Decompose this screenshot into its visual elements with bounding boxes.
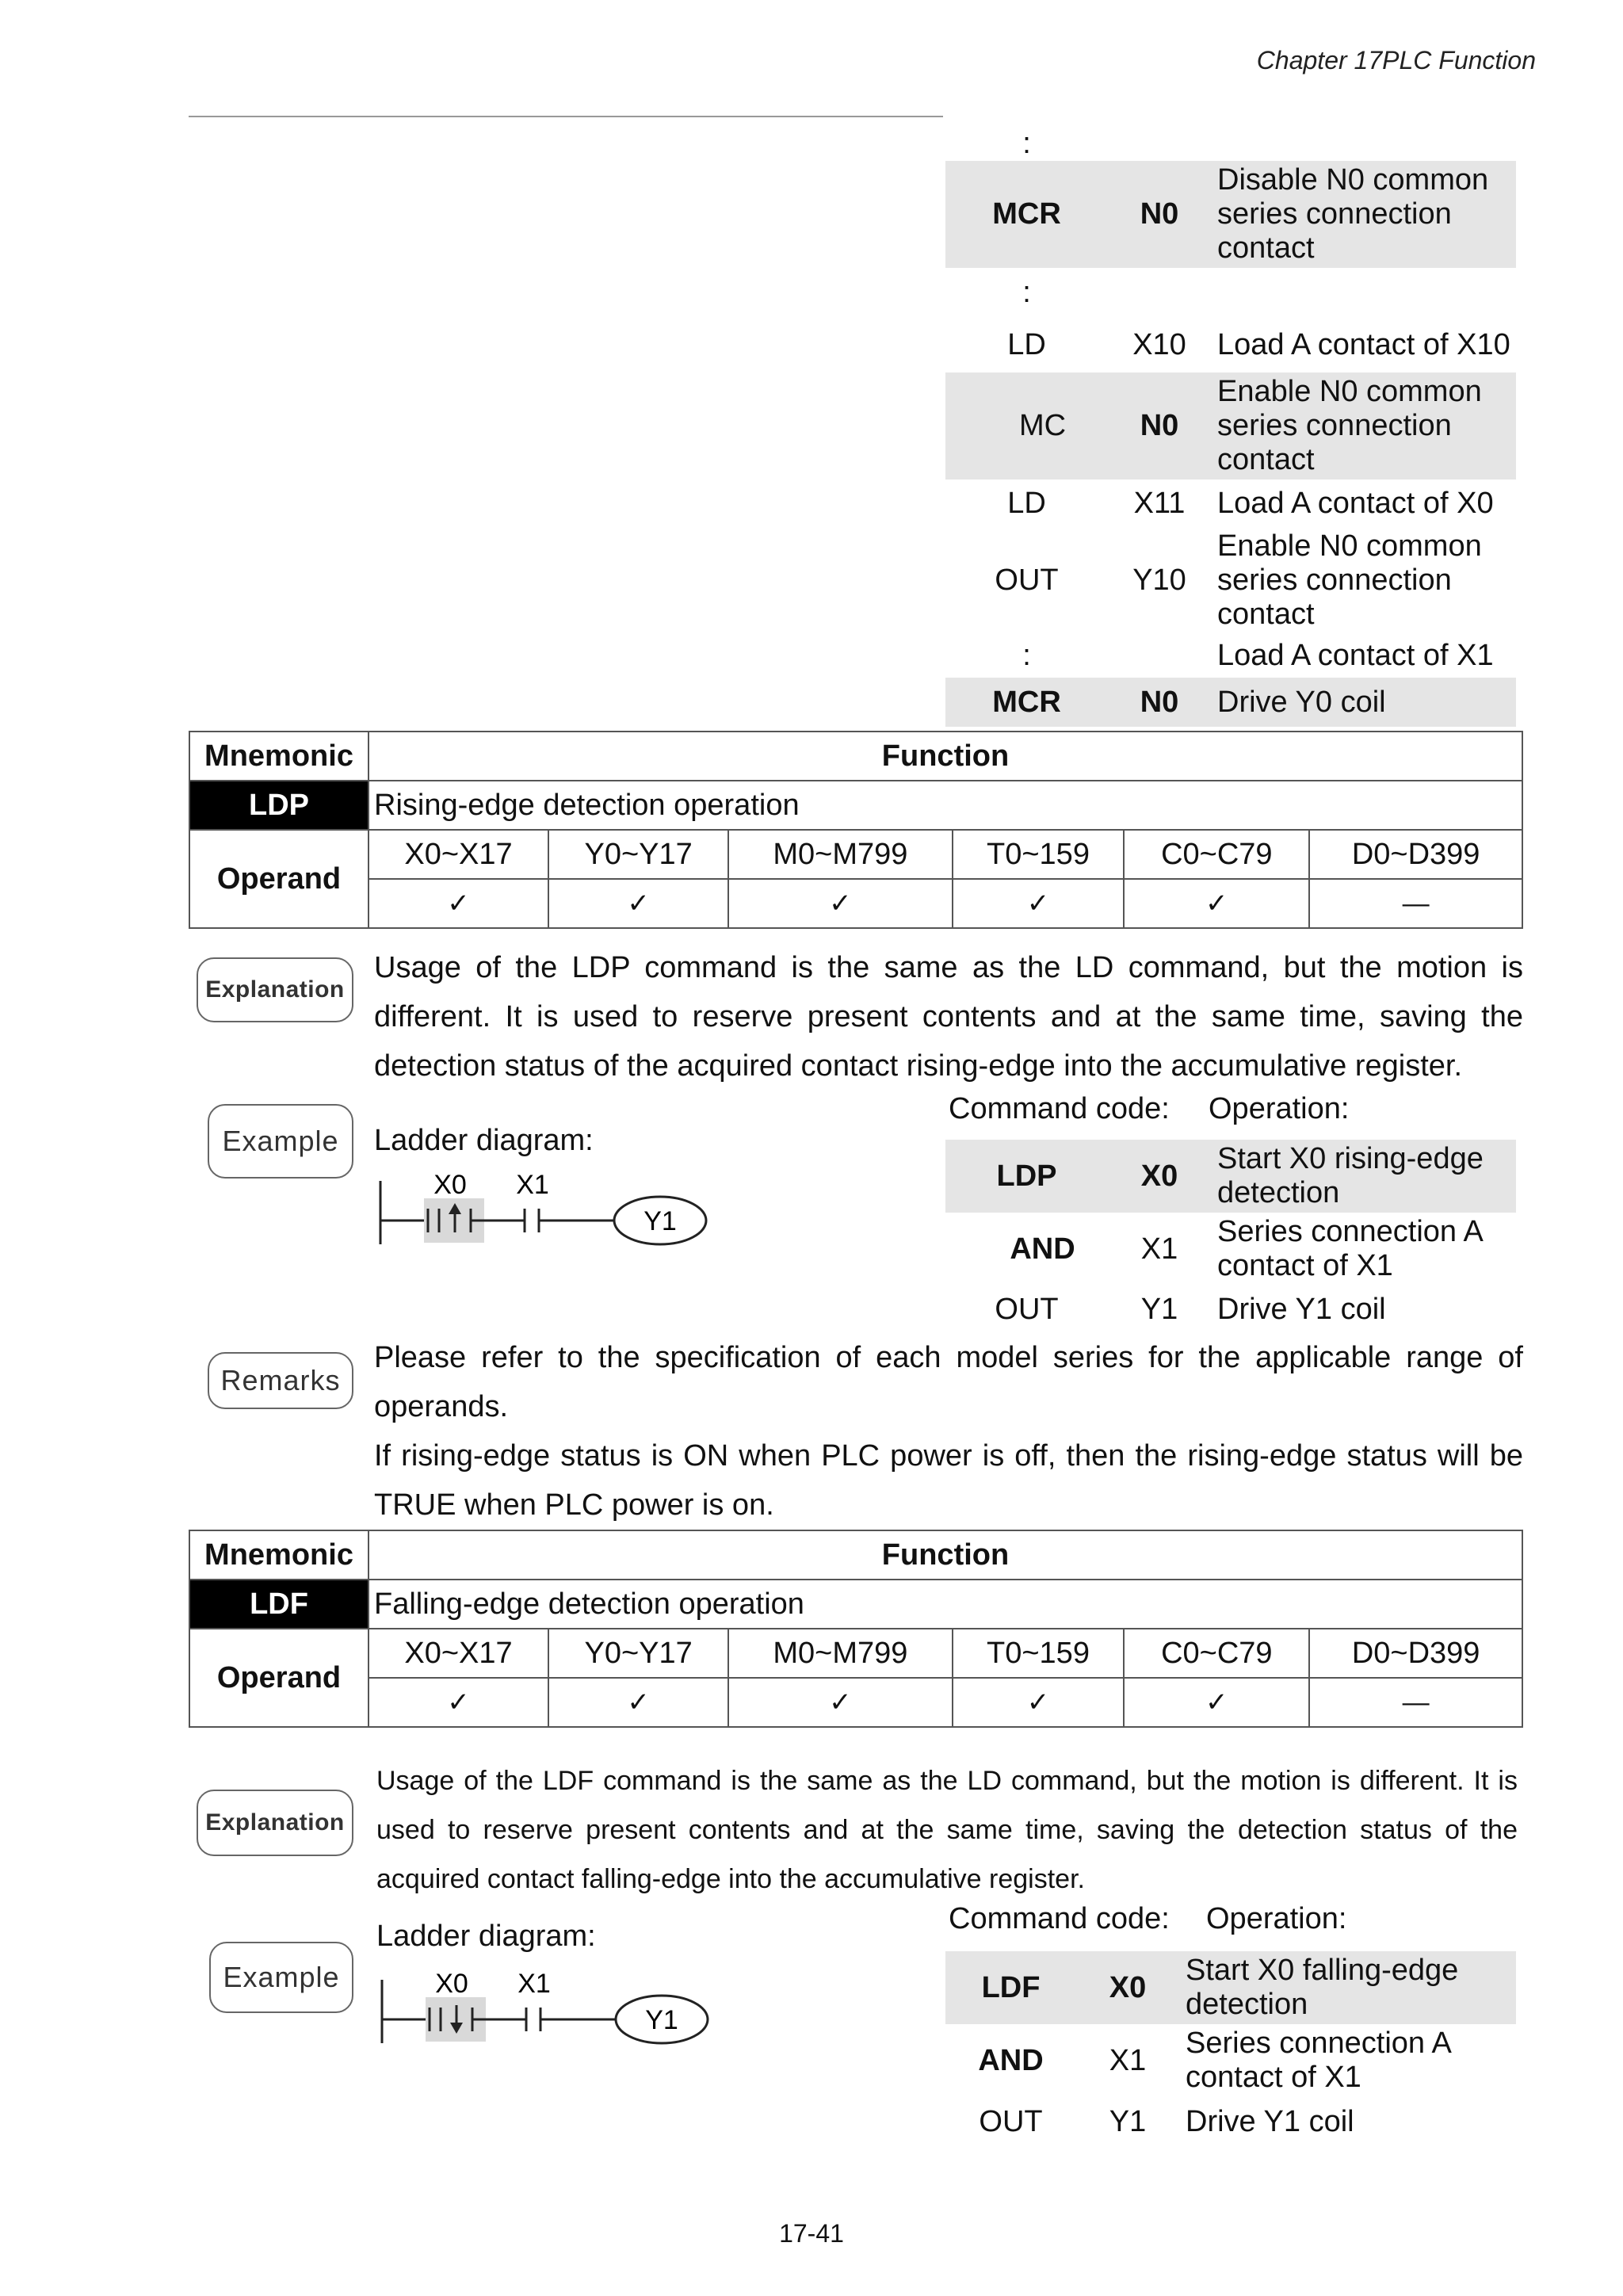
code-row: [945, 1951, 1516, 2024]
operation-label: Operation:: [1206, 1902, 1347, 1935]
operand-range-row: [189, 830, 1522, 879]
code-mnemonic: :: [1022, 127, 1031, 160]
code-operand: N0: [1108, 161, 1211, 268]
code-mnemonic: LD: [1007, 327, 1046, 361]
ldf-spec-table: [189, 1530, 1523, 1728]
operand-range: Y0~Y17: [548, 1629, 728, 1678]
code-operand: [1108, 268, 1211, 317]
ldp-remarks-text-2: If rising-edge status is ON when PLC power is off, then the rising-edge status will be TRUE when PLC power is on.: [374, 1439, 1523, 1522]
operand-label: Operand: [189, 1629, 369, 1727]
code-operand: X11: [1133, 486, 1186, 520]
code-row: [945, 634, 1516, 678]
code-description: Enable N0 common series connection contact: [1217, 529, 1482, 631]
ldp-ladder-diagram: [372, 1165, 721, 1252]
code-mnemonic: AND: [1010, 1232, 1075, 1266]
ladder-label: Ladder diagram:: [374, 1124, 594, 1157]
operand-check-row: [189, 1678, 1522, 1727]
code-row: [945, 317, 1516, 372]
operand-range: M0~M799: [728, 830, 953, 879]
instruction-mnemonic: LDF: [189, 1580, 369, 1629]
remarks-badge: Remarks: [208, 1352, 353, 1409]
code-description: Enable N0 common series connection contact: [1211, 372, 1516, 479]
ldf-explanation-text: Usage of the LDF command is the same as the LD command, but the motion is different. It is used to reserve present contents and at the same time, saving the detection status of the acquired contact falling-edge into the accumulative register.: [376, 1766, 1518, 1894]
code-description: Series connection A contact of X1: [1217, 1215, 1482, 1282]
code-operand: X0: [1108, 1140, 1211, 1213]
ldf-code-table: [945, 1951, 1516, 2146]
command-code-label: Command code:: [949, 1902, 1170, 1935]
code-mnemonic: LDF: [945, 1951, 1076, 2024]
operation-label: Operation:: [1209, 1092, 1350, 1125]
spec-header-row: [189, 732, 1522, 781]
operand-check-row: [189, 879, 1522, 928]
code-description: Load A contact of X10: [1217, 327, 1510, 361]
code-description: Drive Y0 coil: [1211, 678, 1516, 727]
operand-check: —: [1309, 1678, 1522, 1727]
contact-x0-label: X0: [435, 1969, 468, 1999]
code-operand: X0: [1076, 1951, 1179, 2024]
code-mnemonic: OUT: [979, 2104, 1043, 2138]
operand-range: D0~D399: [1309, 830, 1522, 879]
operand-check: ✓: [548, 1678, 728, 1727]
code-operand: N0: [1108, 372, 1211, 479]
operand-check: ✓: [728, 1678, 953, 1727]
code-mnemonic: AND: [978, 2043, 1044, 2077]
code-description: Disable N0 common series connection contact: [1211, 161, 1516, 268]
code-description: Start X0 rising-edge detection: [1211, 1140, 1516, 1213]
code-row: [945, 678, 1516, 727]
code-mnemonic: :: [1022, 639, 1031, 672]
example-badge: Example: [208, 1104, 353, 1179]
example-badge: Example: [209, 1942, 353, 2013]
code-row: [945, 1213, 1516, 1286]
contact-x0-label: X0: [433, 1170, 467, 1200]
top-code-table: [945, 127, 1516, 727]
operand-range: T0~159: [953, 1629, 1125, 1678]
operand-check: ✓: [728, 879, 953, 928]
explanation-badge: Explanation: [197, 1790, 353, 1856]
instruction-function: Falling-edge detection operation: [369, 1580, 1522, 1629]
mnemonic-header: Mnemonic: [189, 1530, 369, 1580]
operand-range: X0~X17: [369, 830, 548, 879]
operand-check: —: [1309, 879, 1522, 928]
operand-range: X0~X17: [369, 1629, 548, 1678]
code-operand: X1: [1109, 2043, 1147, 2077]
code-row: [945, 2024, 1516, 2097]
code-operand: Y1: [1140, 1292, 1178, 1326]
operand-check: ✓: [369, 879, 548, 928]
function-header: Function: [369, 1530, 1522, 1580]
contact-x1-label: X1: [516, 1170, 549, 1200]
ldp-remarks-text-1: Please refer to the specification of each model series for the applicable range of operands.: [374, 1341, 1523, 1423]
spec-instruction-row: [189, 781, 1522, 830]
coil-y1-label: Y1: [643, 1206, 677, 1236]
code-row: [945, 479, 1516, 527]
code-operand: X10: [1132, 327, 1186, 361]
chapter-header: Chapter 17PLC Function: [1256, 46, 1536, 74]
header-divider: [189, 116, 943, 117]
code-operand: Y10: [1132, 563, 1186, 597]
code-description: Load A contact of X1: [1217, 639, 1494, 672]
operand-check: ✓: [953, 1678, 1125, 1727]
contact-x1-label: X1: [517, 1969, 551, 1999]
ldf-ladder-diagram: [374, 1964, 723, 2051]
operand-check: ✓: [953, 879, 1125, 928]
ldp-code-table: [945, 1140, 1516, 1333]
code-row: [945, 2097, 1516, 2146]
instruction-mnemonic: LDP: [189, 781, 369, 830]
operand-check: ✓: [1124, 1678, 1309, 1727]
operand-check: ✓: [548, 879, 728, 928]
operand-range: M0~M799: [728, 1629, 953, 1678]
code-mnemonic: OUT: [995, 563, 1059, 597]
code-row: [945, 161, 1516, 268]
code-mnemonic: MC: [945, 372, 1108, 479]
code-description: Series connection A contact of X1: [1186, 2027, 1450, 2094]
code-row: [945, 372, 1516, 479]
code-operand: X1: [1140, 1232, 1178, 1266]
coil-y1-label: Y1: [645, 2005, 678, 2035]
code-row: [945, 268, 1516, 317]
code-row: [945, 1140, 1516, 1213]
code-mnemonic: LDP: [945, 1140, 1108, 1213]
operand-check: ✓: [1124, 879, 1309, 928]
operand-range: Y0~Y17: [548, 830, 728, 879]
ldp-spec-table: [189, 731, 1523, 929]
code-description: Load A contact of X0: [1217, 486, 1494, 520]
code-operand: [1108, 127, 1211, 161]
operand-label: Operand: [189, 830, 369, 928]
code-mnemonic: :: [1022, 275, 1031, 309]
command-code-label: Command code:: [949, 1092, 1170, 1125]
operand-check: ✓: [369, 1678, 548, 1727]
page-number: 17-41: [779, 2219, 844, 2248]
operand-range: D0~D399: [1309, 1629, 1522, 1678]
operand-range: C0~C79: [1124, 830, 1309, 879]
code-row: [945, 527, 1516, 634]
code-mnemonic: MCR: [945, 678, 1108, 727]
code-description: Drive Y1 coil: [1217, 1292, 1386, 1326]
ladder-label: Ladder diagram:: [376, 1920, 596, 1953]
code-operand: N0: [1108, 678, 1211, 727]
code-mnemonic: MCR: [945, 161, 1108, 268]
mnemonic-header: Mnemonic: [189, 732, 369, 781]
code-operand: [1108, 634, 1211, 678]
code-description: [1211, 127, 1516, 161]
code-description: Drive Y1 coil: [1186, 2104, 1354, 2138]
code-operand: Y1: [1109, 2104, 1147, 2138]
ldp-explanation-text: Usage of the LDP command is the same as the LD command, but the motion is different. It is used to reserve present contents and at the same time, saving the detection status of the acquired contact rising-edge into the accumulative register.: [374, 951, 1523, 1083]
code-row: [945, 127, 1516, 161]
code-mnemonic: LD: [1007, 486, 1046, 520]
operand-range: C0~C79: [1124, 1629, 1309, 1678]
instruction-function: Rising-edge detection operation: [369, 781, 1522, 830]
spec-instruction-row: [189, 1580, 1522, 1629]
operand-range: T0~159: [953, 830, 1125, 879]
code-mnemonic: OUT: [995, 1292, 1059, 1326]
operand-range-row: [189, 1629, 1522, 1678]
explanation-badge: Explanation: [197, 957, 353, 1022]
code-description: [1211, 268, 1516, 317]
code-description: Start X0 falling-edge detection: [1179, 1951, 1516, 2024]
spec-header-row: [189, 1530, 1522, 1580]
function-header: Function: [369, 732, 1522, 781]
code-row: [945, 1286, 1516, 1333]
